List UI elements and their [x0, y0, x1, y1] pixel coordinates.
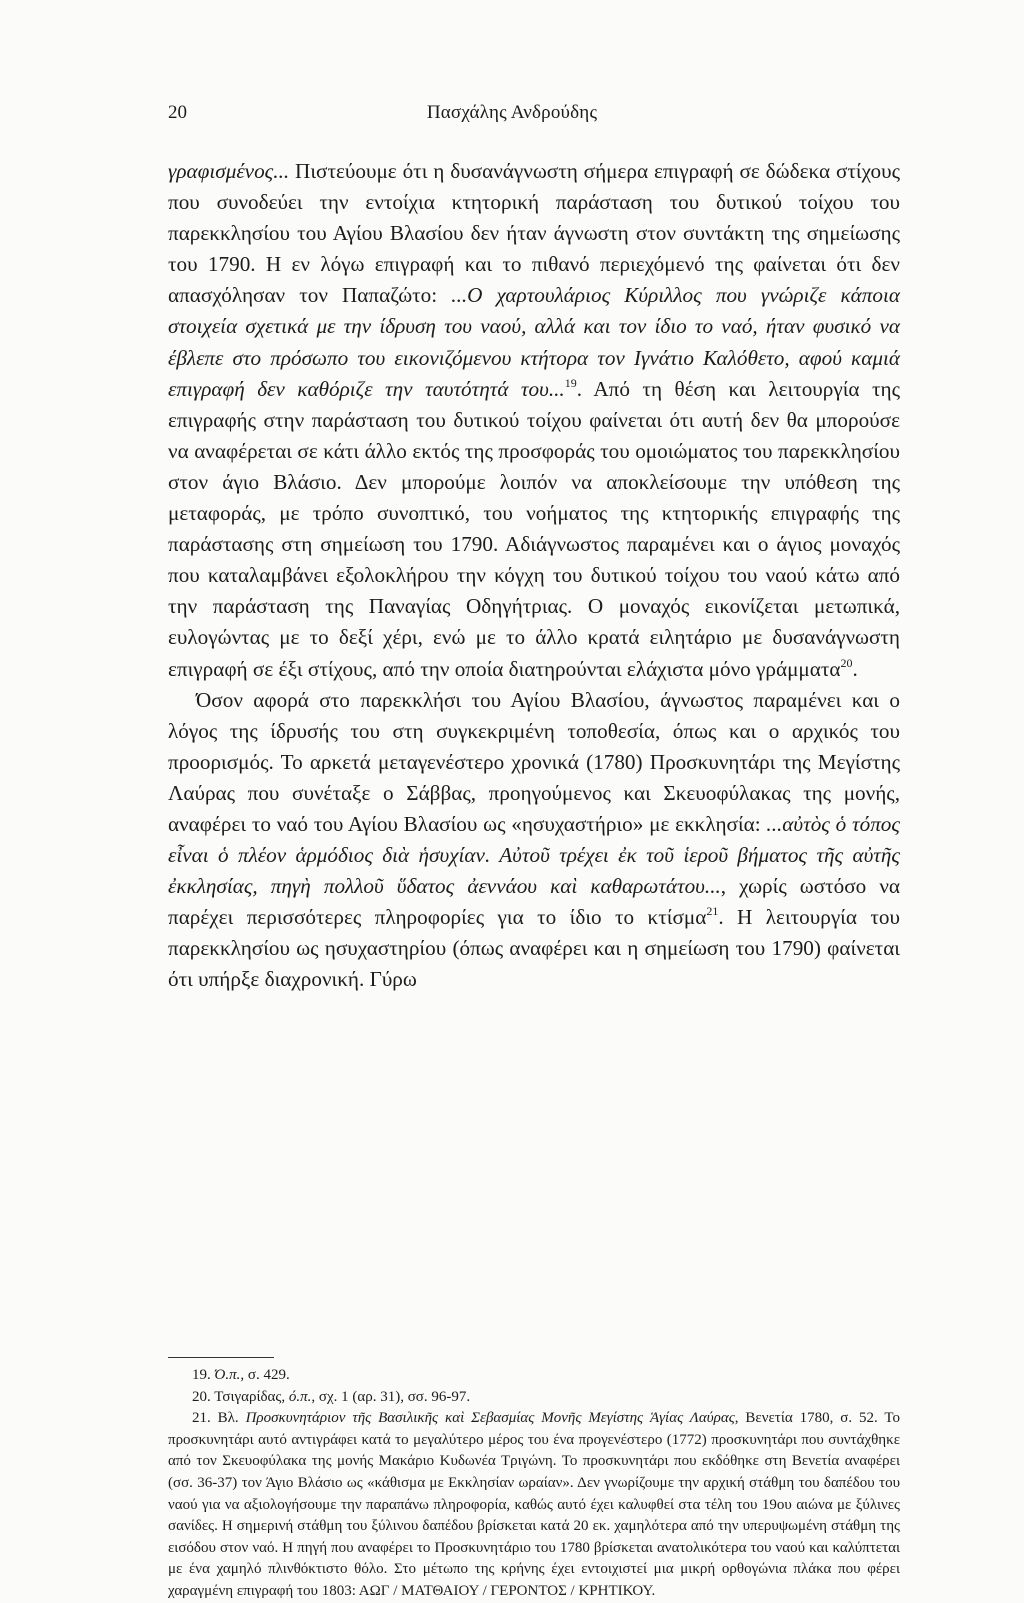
p1-text-end: . [852, 656, 858, 681]
p2-text-b: , χωρίς ωστόσο να παρέχει περισσότερες πληροφορίες για το ίδιο το κτίσμα [168, 874, 901, 930]
p1-text-b: . Από τη θέση και λειτουργία της επιγραφής στην παράσταση του δυτικού τοίχου φαίνεται ότι αυτή δεν θα μπορούσε να αναφέρεται σε κάτι άλλο εκτός της προσφοράς του ομοιώματος του παρεκκλησίου στον άγιο Βλάσιο. Δεν μπορούμε λοιπόν να αποκλείσουμε την υπόθεση της μεταφοράς, με τρόπο συνοπτικό, του νοήματος της κτητορικής επιγραφής της παράστασης στη σημείωση του 1790. Αδιάγνωστος παραμένει και ο άγιος μοναχός που καταλαμβάνει εξολοκλήρου την κόγχη του δυτικού τοίχου του ναού κάτω από την παράσταση της Παναγίας Οδηγήτριας. Ο μοναχός εικονίζεται μετωπικά, ευλογώντας με το δεξί χέρι, ενώ με το άλλο κρατά ειλητάριο με δυσανάγνωστη επιγραφή σε έξι στίχους, από την οποία διατηρούνται ελάχιστα μόνο γράμματα [168, 376, 900, 681]
p2-quote: ...αὐτὸς ὁ τόπος εἶναι ὁ πλέον ἁρμόδιος διὰ ἡσυχίαν. Αὐτοῦ τρέχει ἐκ τοῦ ἱεροῦ βήματος τῆς αὐτῆς ἐκκλησίας, πηγὴ πολλοῦ ὕδατος ἀεννάου καὶ καθαρωτάτου... [168, 811, 900, 899]
footnote-text: Βλ. [217, 1410, 246, 1427]
p1-quote: ...Ο χαρτουλάριος Κύριλλος που γνώριζε κάποια στοιχεία σχετικά με την ίδρυση του ναού, αλλά και τον ίδιο το ναό, ήταν φυσικό να έβλεπε στο πρόσωπο του εικονιζόμενου κτήτορα τον Ιγνάτιο Καλόθετο, αφού καμιά επιγραφή δεν καθόριζε την ταυτότητά του... [168, 283, 900, 401]
footnote-text: , σ. 429. [240, 1367, 290, 1383]
page-number: 20 [168, 102, 187, 123]
footnote-number: 20. [192, 1388, 211, 1405]
footnote-ref-20[interactable]: 20 [840, 655, 853, 670]
footnote-ref-19[interactable]: 19 [564, 375, 577, 390]
footnote-text: , Βενετία 1780, σ. 52. Το προσκυνητάρι αυτό αντιγράφει κατά το μεγαλύτερο μέρος του ένα προγενέστερο (1772) προσκυνητάρι που συντάχθηκε από τον Σκευοφύλακα της μονής Μακάριο Κυδωνέα Τριγώνη. Το προσκυνητάρι που εκδόθηκε στη Βενετία αναφέρει (σσ. 36-37) τον Άγιο Βλάσιο ως «κάθισμα με Εκκλησίαν ωραίαν». Δεν γνωρίζουμε την αρχική στάθμη του δαπέδου του ναού για να αξιολογήσουμε την παραπάνω πληροφορία, καθώς αυτό έχει καλυφθεί στα τέλη του 19ου αιώνα με ξύλινες σανίδες. Η σημερινή στάθμη του ξύλινου δαπέδου βρίσκεται κατά 20 εκ. χαμηλότερα από την υπερυψωμένη στάθμη της εισόδου στον ναό. Η πηγή που αναφέρει το Προσκυνητάριο του 1780 βρίσκεται ανατολικότερα του ναού και καλύπτεται με ένα χαμηλό πλινθόκτιστο θόλο. Στο μέτωπο της κρήνης έχει εντοιχιστεί μια μικρή ορθογώνια πλάκα που φέρει χαραγμένη επιγραφή του 1803: ΑΩΓ / ΜΑΤΘΑΙΟΥ / ΓΕΡΟΝΤΟΣ / ΚΡΗΤΙΚΟΥ. [168, 1410, 900, 1599]
footnote-number: 21. [192, 1410, 211, 1427]
p2-text-a: Όσον αφορά στο παρεκκλήσι του Αγίου Βλασίου, άγνωστος παραμένει και ο λόγος της ίδρυσής του στη συγκεκριμένη τοποθεσία, όπως και ο αρχικός του προορισμός. Το αρκετά μεταγενέστερο χρονικά (1780) Προσκυνητάρι της Μεγίστης Λαύρας που συνέταξε ο Σάββας, προηγούμενος και Σκευοφύλακας της μονής, αναφέρει το ναό του Αγίου Βλασίου ως «ησυχαστήριο» με εκκλησία: [168, 687, 900, 836]
footnotes [168, 1365, 900, 1603]
paragraph-1 [168, 156, 900, 685]
body-text [168, 156, 900, 996]
footnote-text: , σχ. 1 (αρ. 31), σσ. 96-97. [311, 1388, 471, 1405]
footnote-italic: ό.π. [288, 1388, 312, 1405]
p2-text-c: . Η λειτουργία του παρεκκλησίου ως ησυχαστηρίου (όπως αναφέρει και η σημείωση του 1790) φαίνεται ότι υπήρξε διαχρονική. Γύρω [168, 905, 901, 992]
p1-text-a: Πιστεύουμε ότι η δυσανάγνωστη σήμερα επιγραφή σε δώδεκα στίχους που συνοδεύει την εντοίχια κτητορική παράσταση του δυτικού τοίχου του παρεκκλησίου του Αγίου Βλασίου δεν ήταν άγνωστη στον συντάκτη της σημείωσης του 1790. Η εν λόγω επιγραφή και το πιθανό περιεχόμενό της φαίνεται ότι δεν απασχόλησαν τον Παπαζώτο: [168, 159, 900, 308]
footnote-ref-21[interactable]: 21 [706, 904, 719, 919]
running-head: Πασχάλης Ανδρούδης [426, 102, 598, 123]
footnote-italic: Προσκυνητάριον τῆς Βασιλικῆς καὶ Σεβασμίας Μονῆς Μεγίστης Ἁγίας Λαύρας [245, 1410, 735, 1427]
footnote-19 [168, 1365, 900, 1387]
paragraph-2 [168, 685, 900, 996]
footnote-text: Τσιγαρίδας, [214, 1388, 289, 1405]
footnote-20 [168, 1387, 900, 1409]
footnote-italic: Ό.π. [214, 1367, 241, 1383]
footnote-number: 19. [192, 1367, 211, 1383]
p1-italic-start: γραφισμένος... [168, 159, 290, 183]
footnote-21 [168, 1408, 900, 1602]
footnote-divider [168, 1357, 274, 1358]
